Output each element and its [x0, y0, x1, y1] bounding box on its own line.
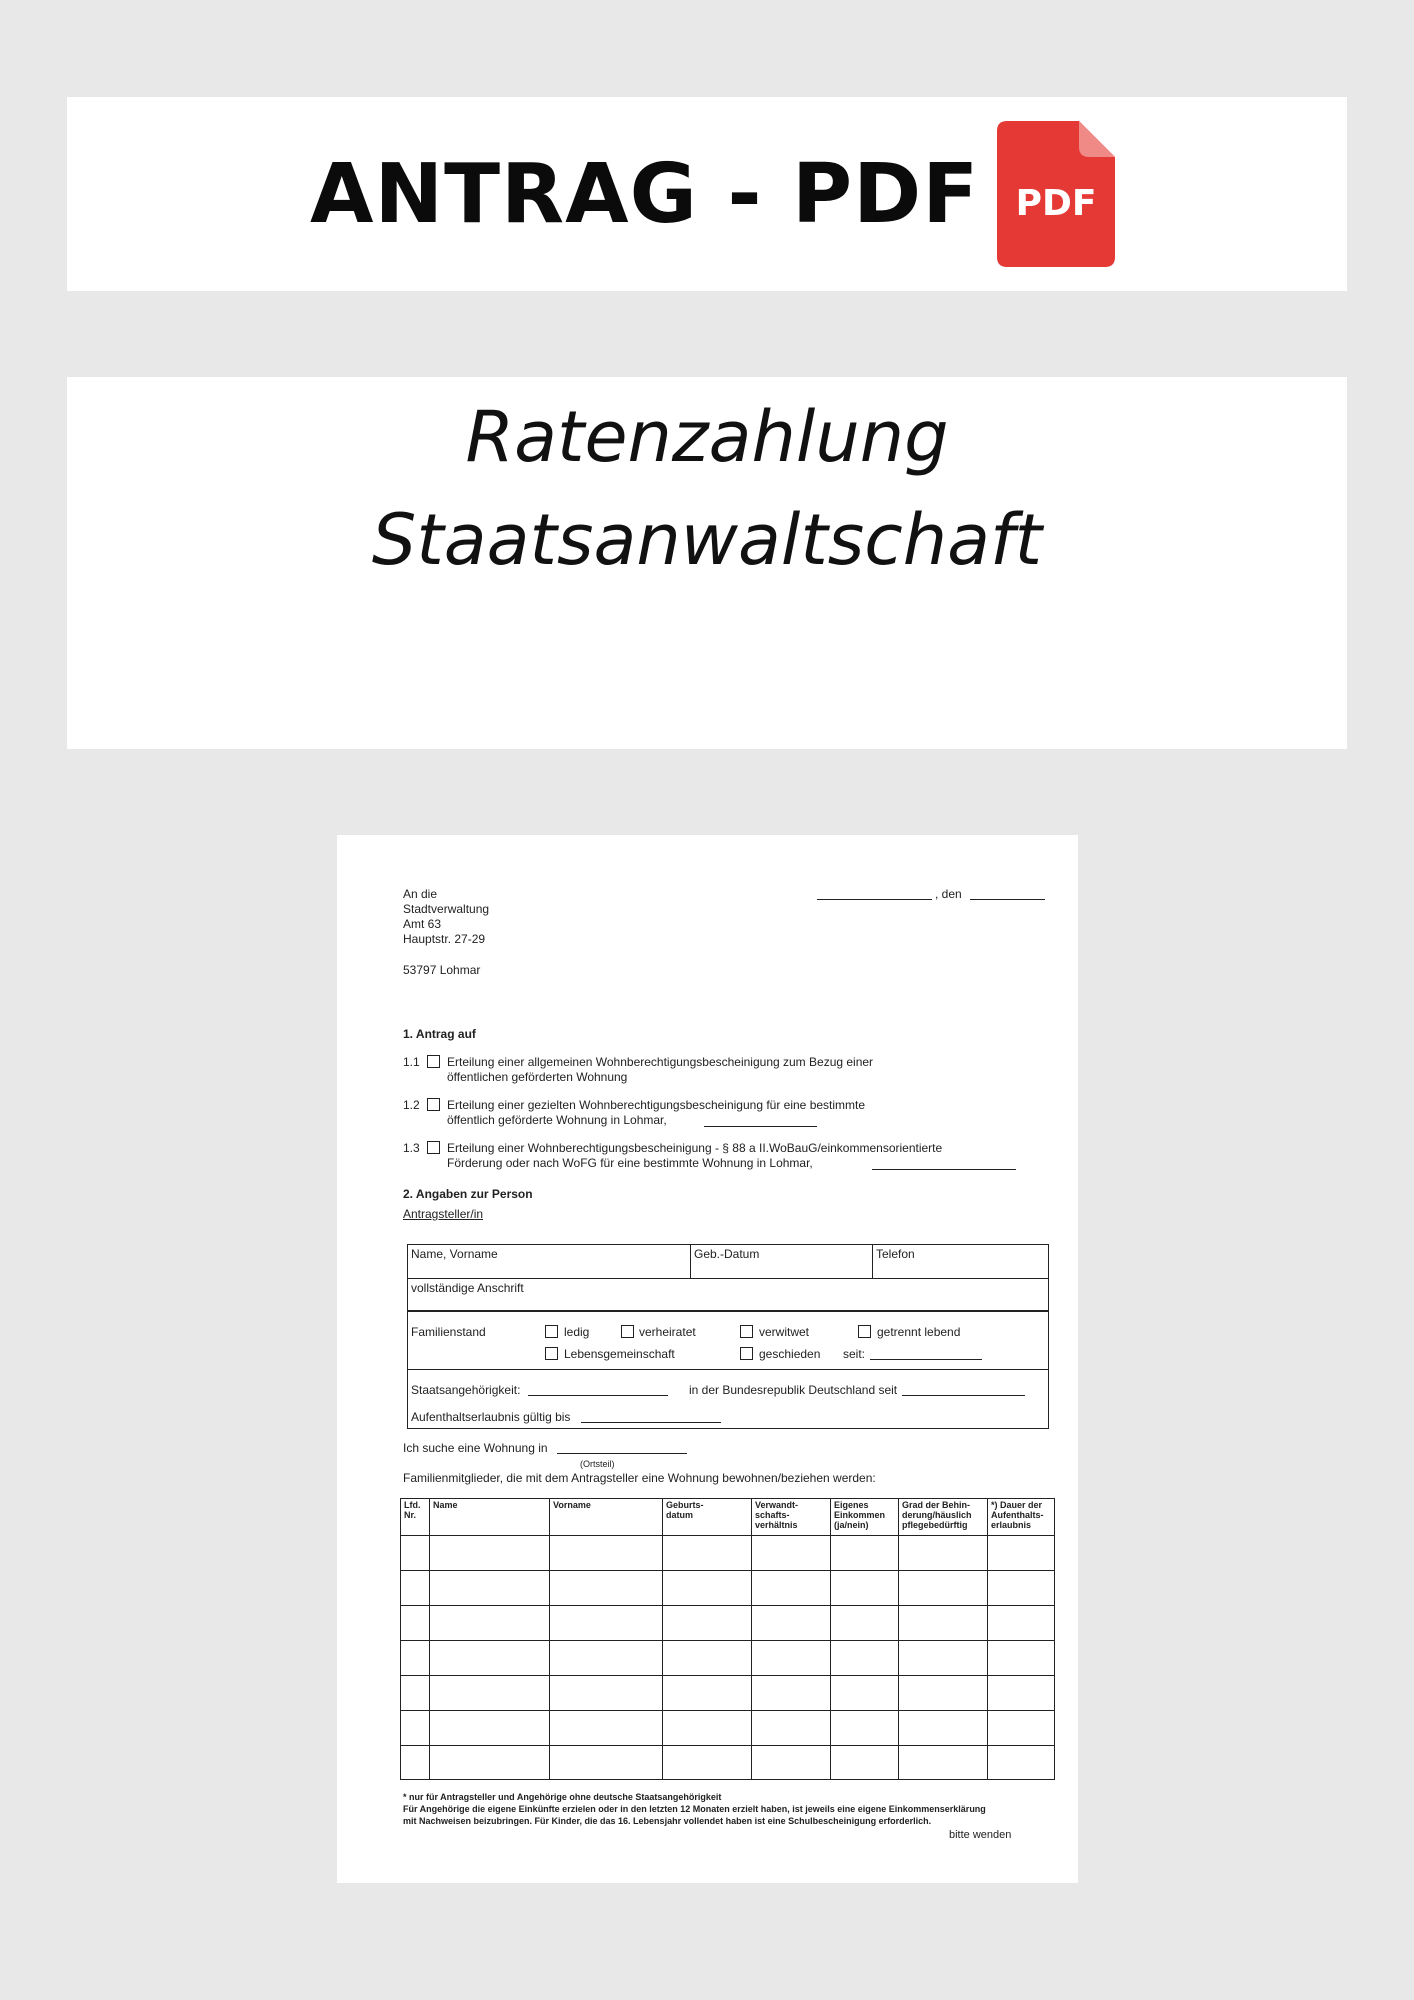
separated-label: getrennt lebend	[877, 1325, 961, 1339]
row-divider	[407, 1369, 1049, 1370]
table-row-line	[400, 1570, 1055, 1571]
fill-line	[902, 1395, 1025, 1396]
in-germany-label: in der Bundesrepublik Deutschland seit	[689, 1383, 898, 1397]
item-number: 1.2	[403, 1098, 420, 1112]
item-number: 1.1	[403, 1055, 420, 1069]
item-text: Förderung oder nach WoFG für eine bestimmte Wohnung in Lohmar,	[447, 1156, 813, 1170]
partnership-label: Lebensgemeinschaft	[564, 1347, 675, 1361]
marital-label: Familienstand	[411, 1325, 486, 1339]
item-checkbox[interactable]	[427, 1098, 440, 1111]
phone-label: Telefon	[876, 1247, 915, 1261]
since-label: seit:	[843, 1347, 866, 1361]
row-divider	[407, 1278, 1049, 1279]
form-preview	[337, 835, 1078, 1883]
col-divider	[872, 1244, 873, 1278]
name-label: Name, Vorname	[411, 1247, 498, 1261]
partnership-checkbox[interactable]	[545, 1347, 558, 1360]
section-2-title: 2. Angaben zur Person	[403, 1187, 533, 1201]
col-divider	[690, 1244, 691, 1278]
zip-city: 53797 Lohmar	[403, 963, 481, 977]
family-table	[400, 1498, 1055, 1780]
place-hint: (Ortsteil)	[580, 1459, 615, 1469]
citizenship-label: Staatsangehörigkeit:	[411, 1383, 521, 1397]
subtitle-line-2: Staatsanwaltschaft	[371, 499, 1043, 581]
item-checkbox[interactable]	[427, 1141, 440, 1154]
item-text: öffentlichen geförderten Wohnung	[447, 1070, 628, 1084]
table-header: Verwandt- schafts- verhältnis	[755, 1500, 799, 1530]
address-line: An die	[403, 887, 438, 901]
divorced-checkbox[interactable]	[740, 1347, 753, 1360]
single-label: ledig	[564, 1325, 590, 1339]
table-col-line	[898, 1498, 899, 1780]
date-line	[970, 899, 1045, 900]
fill-line	[704, 1126, 817, 1127]
table-col-line	[751, 1498, 752, 1780]
table-header: *) Dauer der Aufenthalts- erlaubnis	[991, 1500, 1044, 1530]
table-row-line	[400, 1745, 1055, 1746]
pdf-icon-label: PDF	[1015, 183, 1097, 224]
applicant-label: Antragsteller/in	[403, 1207, 484, 1221]
section-1-title: 1. Antrag auf	[403, 1027, 476, 1041]
table-col-line	[830, 1498, 831, 1780]
separated-checkbox[interactable]	[858, 1325, 871, 1338]
item-text: Erteilung einer gezielten Wohnberechtigungsbescheinigung für eine bestimmte	[447, 1098, 866, 1112]
residence-label: Aufenthaltserlaubnis gültig bis	[411, 1410, 571, 1424]
married-checkbox[interactable]	[621, 1325, 634, 1338]
address-line: Hauptstr. 27-29	[403, 932, 486, 946]
table-header: Eigenes Einkommen (ja/nein)	[834, 1500, 886, 1530]
married-label: verheiratet	[639, 1325, 696, 1339]
table-header: Vorname	[553, 1500, 591, 1510]
footnote: Für Angehörige die eigene Einkünfte erzielen oder in den letzten 12 Monaten erzielt haben, ist jeweils eine eigene Einkommenserklärung	[403, 1804, 986, 1814]
turn-over-note: bitte wenden	[949, 1829, 1012, 1841]
place-line	[817, 899, 932, 900]
page-title: ANTRAG - PDF	[310, 147, 980, 242]
fill-line	[872, 1169, 1016, 1170]
single-checkbox[interactable]	[545, 1325, 558, 1338]
fill-line	[581, 1422, 721, 1423]
address-label: vollständige Anschrift	[411, 1281, 524, 1295]
divorced-label: geschieden	[759, 1347, 821, 1361]
item-text: Erteilung einer Wohnberechtigungsbescheinigung - § 88 a II.WoBauG/einkommensorientierte	[447, 1141, 943, 1155]
table-row-line	[400, 1710, 1055, 1711]
table-row-line	[400, 1640, 1055, 1641]
widowed-label: verwitwet	[759, 1325, 810, 1339]
table-col-line	[429, 1498, 430, 1780]
family-label: Familienmitglieder, die mit dem Antragsteller eine Wohnung bewohnen/beziehen werden:	[403, 1471, 876, 1485]
table-col-line	[987, 1498, 988, 1780]
footnote: mit Nachweisen beizubringen. Für Kinder, die das 16. Lebensjahr vollendet haben ist eine Schulbescheinigung erforderlich.	[403, 1816, 932, 1826]
table-header: Geburts- datum	[666, 1500, 704, 1520]
item-number: 1.3	[403, 1141, 420, 1155]
table-header: Grad der Behin- derung/häuslich pflegebedürftig	[902, 1500, 972, 1530]
item-checkbox[interactable]	[427, 1055, 440, 1068]
table-header: Lfd. Nr.	[404, 1500, 421, 1520]
table-col-line	[662, 1498, 663, 1780]
fill-line	[870, 1359, 982, 1360]
fill-line	[528, 1395, 668, 1396]
row-divider	[407, 1310, 1049, 1312]
widowed-checkbox[interactable]	[740, 1325, 753, 1338]
birth-label: Geb.-Datum	[694, 1247, 760, 1261]
table-header: Name	[433, 1500, 458, 1510]
date-label: , den	[935, 887, 962, 901]
table-col-line	[549, 1498, 550, 1780]
table-row-line	[400, 1605, 1055, 1606]
address-line: Amt 63	[403, 917, 442, 931]
subtitle-line-1: Ratenzahlung	[465, 396, 949, 478]
address-line: Stadtverwaltung	[403, 902, 490, 916]
search-label: Ich suche eine Wohnung in	[403, 1441, 548, 1455]
fill-line	[557, 1453, 687, 1454]
table-row-line	[400, 1675, 1055, 1676]
footnote: * nur für Antragsteller und Angehörige ohne deutsche Staatsangehörigkeit	[403, 1792, 722, 1802]
item-text: Erteilung einer allgemeinen Wohnberechtigungsbescheinigung zum Bezug einer	[447, 1055, 874, 1069]
table-row-line	[400, 1535, 1055, 1536]
item-text: öffentlich geförderte Wohnung in Lohmar,	[447, 1113, 667, 1127]
